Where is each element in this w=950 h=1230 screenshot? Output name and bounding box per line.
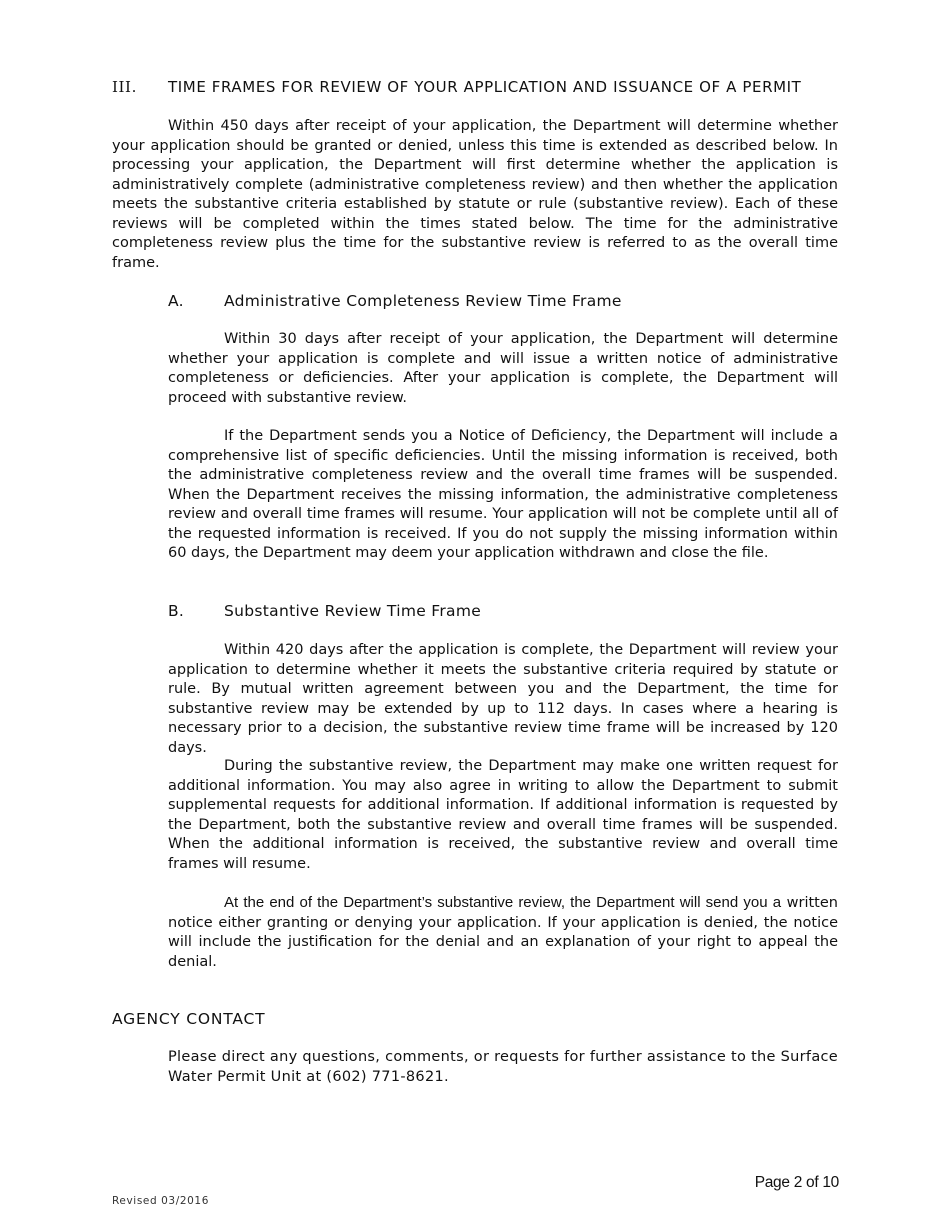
subsection-a-paragraph-2: If the Department sends you a Notice of Deficiency, the Department will include a comprehensive list of specific deficiencies. Until the missing information is received, both the administrative completeness review and the overall time frames will be suspended. When the Department receives the missing information, the administrative completeness review and overall time frames will resume. Your application will not be complete until all of the requested information is received. If you do not supply the missing information within 60 days, the Department may deem your application withdrawn and close the file. (168, 428, 838, 561)
section-title: TIME FRAMES FOR REVIEW OF YOUR APPLICATION AND ISSUANCE OF A PERMIT (168, 78, 802, 96)
subsection-a-title: Administrative Completeness Review Time Frame (224, 292, 622, 310)
revision-date: Revised 03/2016 (112, 1195, 209, 1207)
subsection-b-paragraph-3-rest: written notice either granting or denying your application. If your application is denied, the notice will include the justification for the denial and an explanation of your right to appeal the denial. (168, 895, 838, 970)
section-intro-paragraph: Within 450 days after receipt of your application, the Department will determine whether your application should be granted or denied, unless this time is extended as described below. In processing your application, the Department will first determine whether the application is administratively complete (administrative completeness review) and then whether the application meets the substantive criteria established by statute or rule (substantive review). Each of these reviews will be completed within the times stated below. The time for the administrative completeness review plus the time for the substantive review is referred to as the overall time frame. (112, 118, 838, 271)
subsection-b-paragraph-1: Within 420 days after the application is complete, the Department will review your application to determine whether it meets the substantive criteria required by statute or rule. By mutual written agreement between you and the Department, the time for substantive review may be extended by up to 112 days. In cases where a hearing is necessary prior to a decision, the substantive review time frame will be increased by 120 days. (168, 642, 838, 756)
page-number: Page 2 of 10 (754, 1174, 839, 1191)
subsection-b-letter: B. (168, 602, 185, 620)
subsection-a-paragraph-1: Within 30 days after receipt of your application, the Department will determine whether your application is complete and will issue a written notice of administrative completeness or deficiencies. After your application is complete, the Department will proceed with substantive review. (168, 331, 838, 406)
subsection-a-heading (168, 292, 838, 312)
agency-contact-heading: AGENCY CONTACT (112, 1010, 266, 1028)
subsection-a-letter: A. (168, 292, 184, 310)
subsection-b-title: Substantive Review Time Frame (224, 602, 482, 620)
agency-contact-text: Please direct any questions, comments, or requests for further assistance to the Surface Water Permit Unit at (602) 771-8621. (168, 1049, 839, 1085)
section-heading (112, 78, 838, 98)
subsection-b-paragraph-3 (168, 893, 838, 972)
subsection-b-heading (168, 602, 838, 622)
subsection-b-paragraph-3-lead: At the end of the Department’s substantive review, the Department will send you a (224, 894, 782, 911)
section-number: III. (112, 78, 137, 96)
subsection-b-paragraph-2: During the substantive review, the Department may make one written request for additional information. You may also agree in writing to allow the Department to submit supplemental requests for additional information. If additional information is requested by the Department, both the substantive review and overall time frames will be suspended. When the additional information is received, the substantive review and overall time frames will resume. (168, 758, 838, 872)
